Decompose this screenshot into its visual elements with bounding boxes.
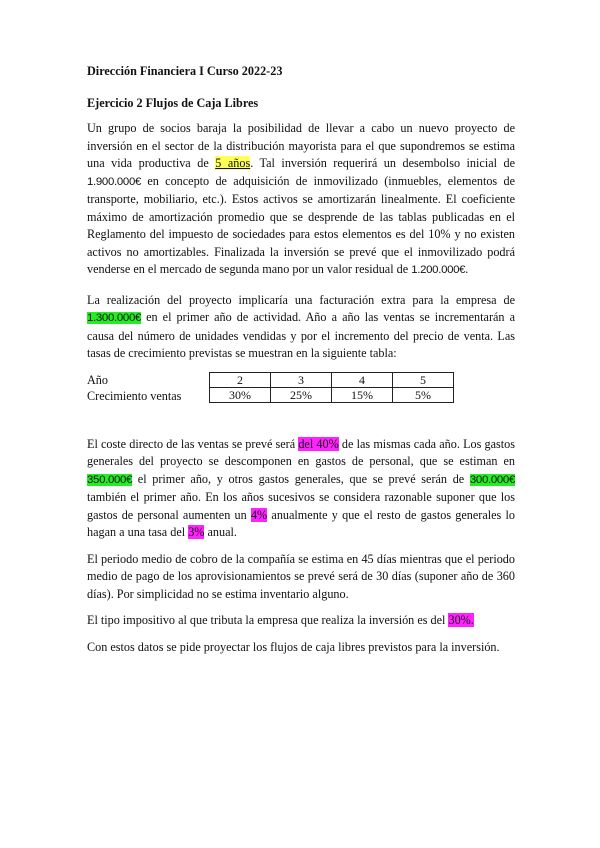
text: El tipo impositivo al que tributa la empresa que realiza la inversión es del [87,613,449,627]
text: en el primer año de actividad. Año a año las ventas se incrementarán a causa del número de unidades vendidas y por el incremento del precio de venta. Las tasas de crecimiento previstas se muestran en la siguiente tabla: [87,310,515,360]
cell-rate: 15% [332,387,393,402]
highlight-tax: 30%. [448,613,474,627]
cell-rate: 30% [210,387,271,402]
label-growth: Crecimiento ventas [87,388,182,403]
cell-year: 2 [210,372,271,387]
highlight-other-costs: 300.000€ [469,473,515,486]
text: anualmente y que el resto de gastos generales lo hagan a una tasa del [87,507,515,539]
text: . [465,262,469,276]
cell-year: 4 [332,372,393,387]
highlight-years: 5 años [215,156,251,170]
text: de las mismas cada año. Los gastos generales del proyecto se descomponen en gastos de personal, que se estiman en [87,436,515,468]
paragraph-tax [87,612,515,630]
text: . Tal inversión requerirá un desembolso inicial de [250,156,516,170]
label-year: Año [87,372,108,387]
highlight-personnel-growth: 4% [250,507,268,522]
cell-year: 3 [271,372,332,387]
amount-investment: 1.900.000€ [87,175,142,188]
growth-row-labels [87,372,209,404]
paragraph-investment [87,120,515,280]
exercise-title: Ejercicio 2 Flujos de Caja Libres [87,95,259,110]
table-row-rates [210,387,454,402]
text: en concepto de adquisición de inmovilizado (inmuebles, elementos de transporte, mobiliario, etc.). Estos activos se amortizarán linealmente. El coeficiente máximo de amortización promedio que se desprende de las tablas publicadas en el Reglamento del impuesto de sociedades para estos elementos es del 10% y no existen activos no amortizables. Finalizada la inversión se prevé que el inmovilizado podrá venderse en el mercado de segunda mano por un valor residual de [87,173,515,276]
cell-year: 5 [393,372,454,387]
paragraph-collection: El periodo medio de cobro de la compañía se estima en 45 días mientras que el periodo medio de pago de los aprovisionamientos se prevé será de 30 días (suponer año de 360 días). Por simplicidad no se estima inventario alguno. [87,551,515,601]
highlight-other-growth: 3% [188,525,205,539]
highlight-revenue: 1.300.000€ [87,312,142,324]
text: La realización del proyecto implicaría una facturación extra para la empresa de [87,292,515,307]
growth-table [209,372,454,403]
amount-residual: 1.200.000€ [411,264,466,276]
text: también el primer año. En los años sucesivos se considera razonable suponer que los gastos de personal aumenten un [87,490,515,522]
text: anual. [204,525,237,539]
table-row-years [210,372,454,387]
highlight-direct-cost: del 40% [298,436,339,451]
document-page [87,63,515,665]
paragraph-costs [87,436,515,542]
growth-table-block [87,372,515,404]
course-title: Dirección Financiera I Curso 2022-23 [87,64,283,78]
text: Un grupo de socios baraja la posibilidad de llevar a cabo un nuevo proyecto de inversión en el sector de la distribución mayorista para el que supondremos se estima una vida productiva de [87,121,515,170]
text: El coste directo de las ventas se prevé será [87,436,299,451]
highlight-personnel: 350.000€ [87,473,133,486]
cell-rate: 5% [393,387,454,402]
paragraph-task: Con estos datos se pide proyectar los flujos de caja libres previstos para la inversión. [87,639,500,654]
paragraph-revenue [87,292,515,363]
spacer [87,418,515,436]
cell-rate: 25% [271,387,332,402]
text: el primer año, y otros gastos generales, que se prevé serán de [132,471,470,486]
